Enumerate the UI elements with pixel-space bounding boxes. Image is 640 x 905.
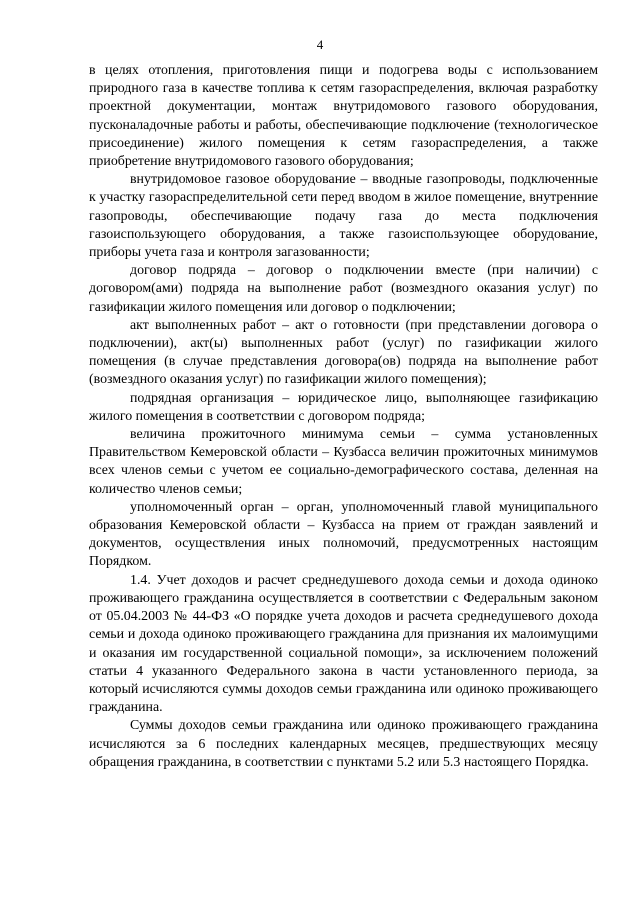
paragraph-gasification-definition-continued: в целях отопления, приготовления пищи и подогрева воды с использованием природного газа в качестве топлива к сетям газораспределения, включая разработку проектной документации, монтаж внутридомового газового оборудования, пусконаладочные работы и работы, обеспечивающие подключение (технологическое присоединение) жилого помещения к сетям газораспределения, а также приобретение внутридомового газового оборудования;	[89, 63, 598, 170]
paragraph-income-calculation-period: Суммы доходов семьи гражданина или одиноко проживающего гражданина исчисляются за 6 последних календарных месяцев, предшествующих месяцу обращения гражданина, в соответствии с пунктами 5.2 или 5.3 настоящего Порядка.	[89, 718, 598, 770]
paragraph-contractor-definition: подрядная организация – юридическое лицо, выполняющее газификацию жилого помещения в соответствии с договором подряда;	[89, 390, 598, 424]
paragraph-authorized-body: уполномоченный орган – орган, уполномоченный главой муниципального образования Кемеровской области – Кузбасса на прием от граждан заявлений и документов, осуществления иных полномочий, предусмотренных настоящим Порядком.	[89, 499, 598, 570]
paragraph-completed-works-act: акт выполненных работ – акт о готовности (при представлении договора о подключении), акт(ы) выполненных работ (услуг) по газификации жилого помещения (в случае представления договора(ов) подряда на выполнение работ (возмездного оказания услуг) по газификации жилого помещения);	[89, 317, 598, 388]
paragraph-contract-definition: договор подряда – договор о подключении вместе (при наличии) с договором(ами) подряда на выполнение работ (возмездного оказания услуг) по газификации жилого помещения или договор о подключении;	[89, 263, 598, 315]
document-body	[89, 62, 598, 772]
paragraph-subsistence-minimum: величина прожиточного минимума семьи – сумма установленных Правительством Кемеровской области – Кузбасса величин прожиточных минимумов всех членов семьи с учетом ее социально-демографического состава, деленная на количество членов семьи;	[89, 427, 598, 497]
paragraph-in-house-gas-equipment: внутридомовое газовое оборудование – вводные газопроводы, подключенные к участку газораспределительной сети перед вводом в жилое помещение, внутренние газопроводы, обеспечивающие подачу газа до места подключения газоиспользующего оборудования, а также газоиспользующее оборудование, приборы учета газа и контроля загазованности;	[89, 172, 598, 261]
paragraph-1-4-income-accounting: 1.4. Учет доходов и расчет среднедушевого дохода семьи и дохода одиноко проживающего гражданина осуществляется в соответствии с Федеральным законом от 05.04.2003 № 44-ФЗ «О порядке учета доходов и расчета среднедушевого дохода семьи и дохода одиноко проживающего гражданина для признания их малоимущими и оказания им государственной социальной помощи», за исключением положений статьи 4 указанного Федерального закона в части установленного периода, за который исчисляются суммы доходов семьи гражданина или одиноко проживающего гражданина.	[89, 572, 598, 716]
page-number: 4	[316, 37, 324, 52]
